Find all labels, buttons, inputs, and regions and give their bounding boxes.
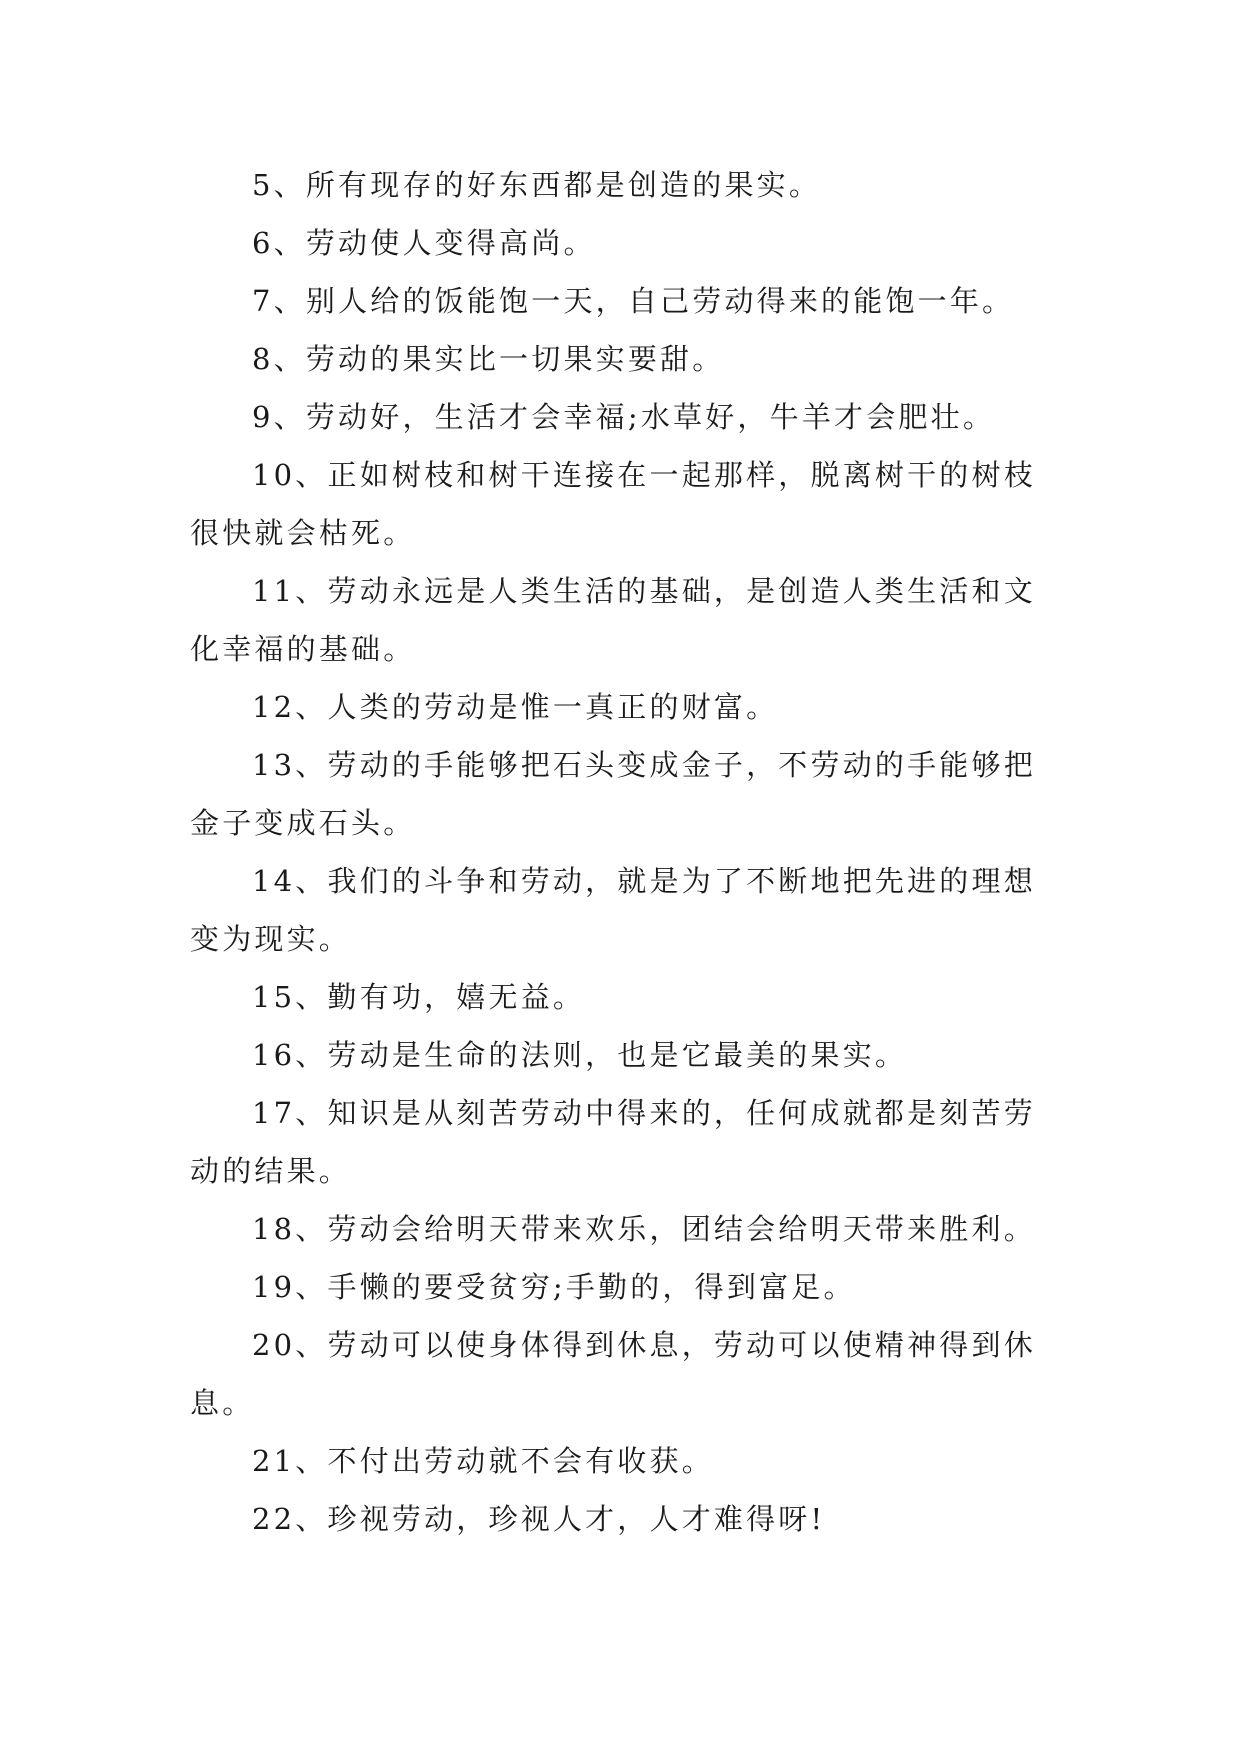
quote-item-11: 11、劳动永远是人类生活的基础，是创造人类生活和文化幸福的基础。: [190, 574, 1036, 666]
quote-item-15: 15、勤有功，嬉无益。: [252, 980, 586, 1014]
quote-item-19: 19、手懒的要受贫穷;手勤的，得到富足。: [252, 1270, 856, 1304]
quote-item-13: 13、劳动的手能够把石头变成金子，不劳动的手能够把金子变成石头。: [190, 748, 1036, 840]
quote-item-6: 6、劳动使人变得高尚。: [252, 226, 596, 260]
quote-item-7: 7、别人给的饭能饱一天，自己劳动得来的能饱一年。: [252, 284, 1015, 318]
quote-item-12: 12、人类的劳动是惟一真正的财富。: [252, 690, 779, 724]
quote-item-14: 14、我们的斗争和劳动，就是为了不断地把先进的理想变为现实。: [190, 864, 1036, 956]
quote-item-9: 9、劳动好，生活才会幸福;水草好，牛羊才会肥壮。: [252, 400, 996, 434]
quote-item-5: 5、所有现存的好东西都是创造的果实。: [252, 168, 822, 202]
quote-item-20: 20、劳动可以使身体得到休息，劳动可以使精神得到休息。: [190, 1328, 1036, 1420]
quote-item-21: 21、不付出劳动就不会有收获。: [252, 1444, 714, 1478]
quote-list: [190, 156, 1060, 1548]
quote-item-16: 16、劳动是生命的法则，也是它最美的果实。: [252, 1038, 908, 1072]
quote-item-18: 18、劳动会给明天带来欢乐，团结会给明天带来胜利。: [252, 1212, 1036, 1246]
quote-item-10: 10、正如树枝和树干连接在一起那样，脱离树干的树枝很快就会枯死。: [190, 458, 1036, 550]
quote-item-17: 17、知识是从刻苦劳动中得来的，任何成就都是刻苦劳动的结果。: [190, 1096, 1036, 1188]
quote-item-8: 8、劳动的果实比一切果实要甜。: [252, 342, 725, 376]
quote-item-22: 22、珍视劳动，珍视人才，人才难得呀!: [252, 1502, 826, 1536]
